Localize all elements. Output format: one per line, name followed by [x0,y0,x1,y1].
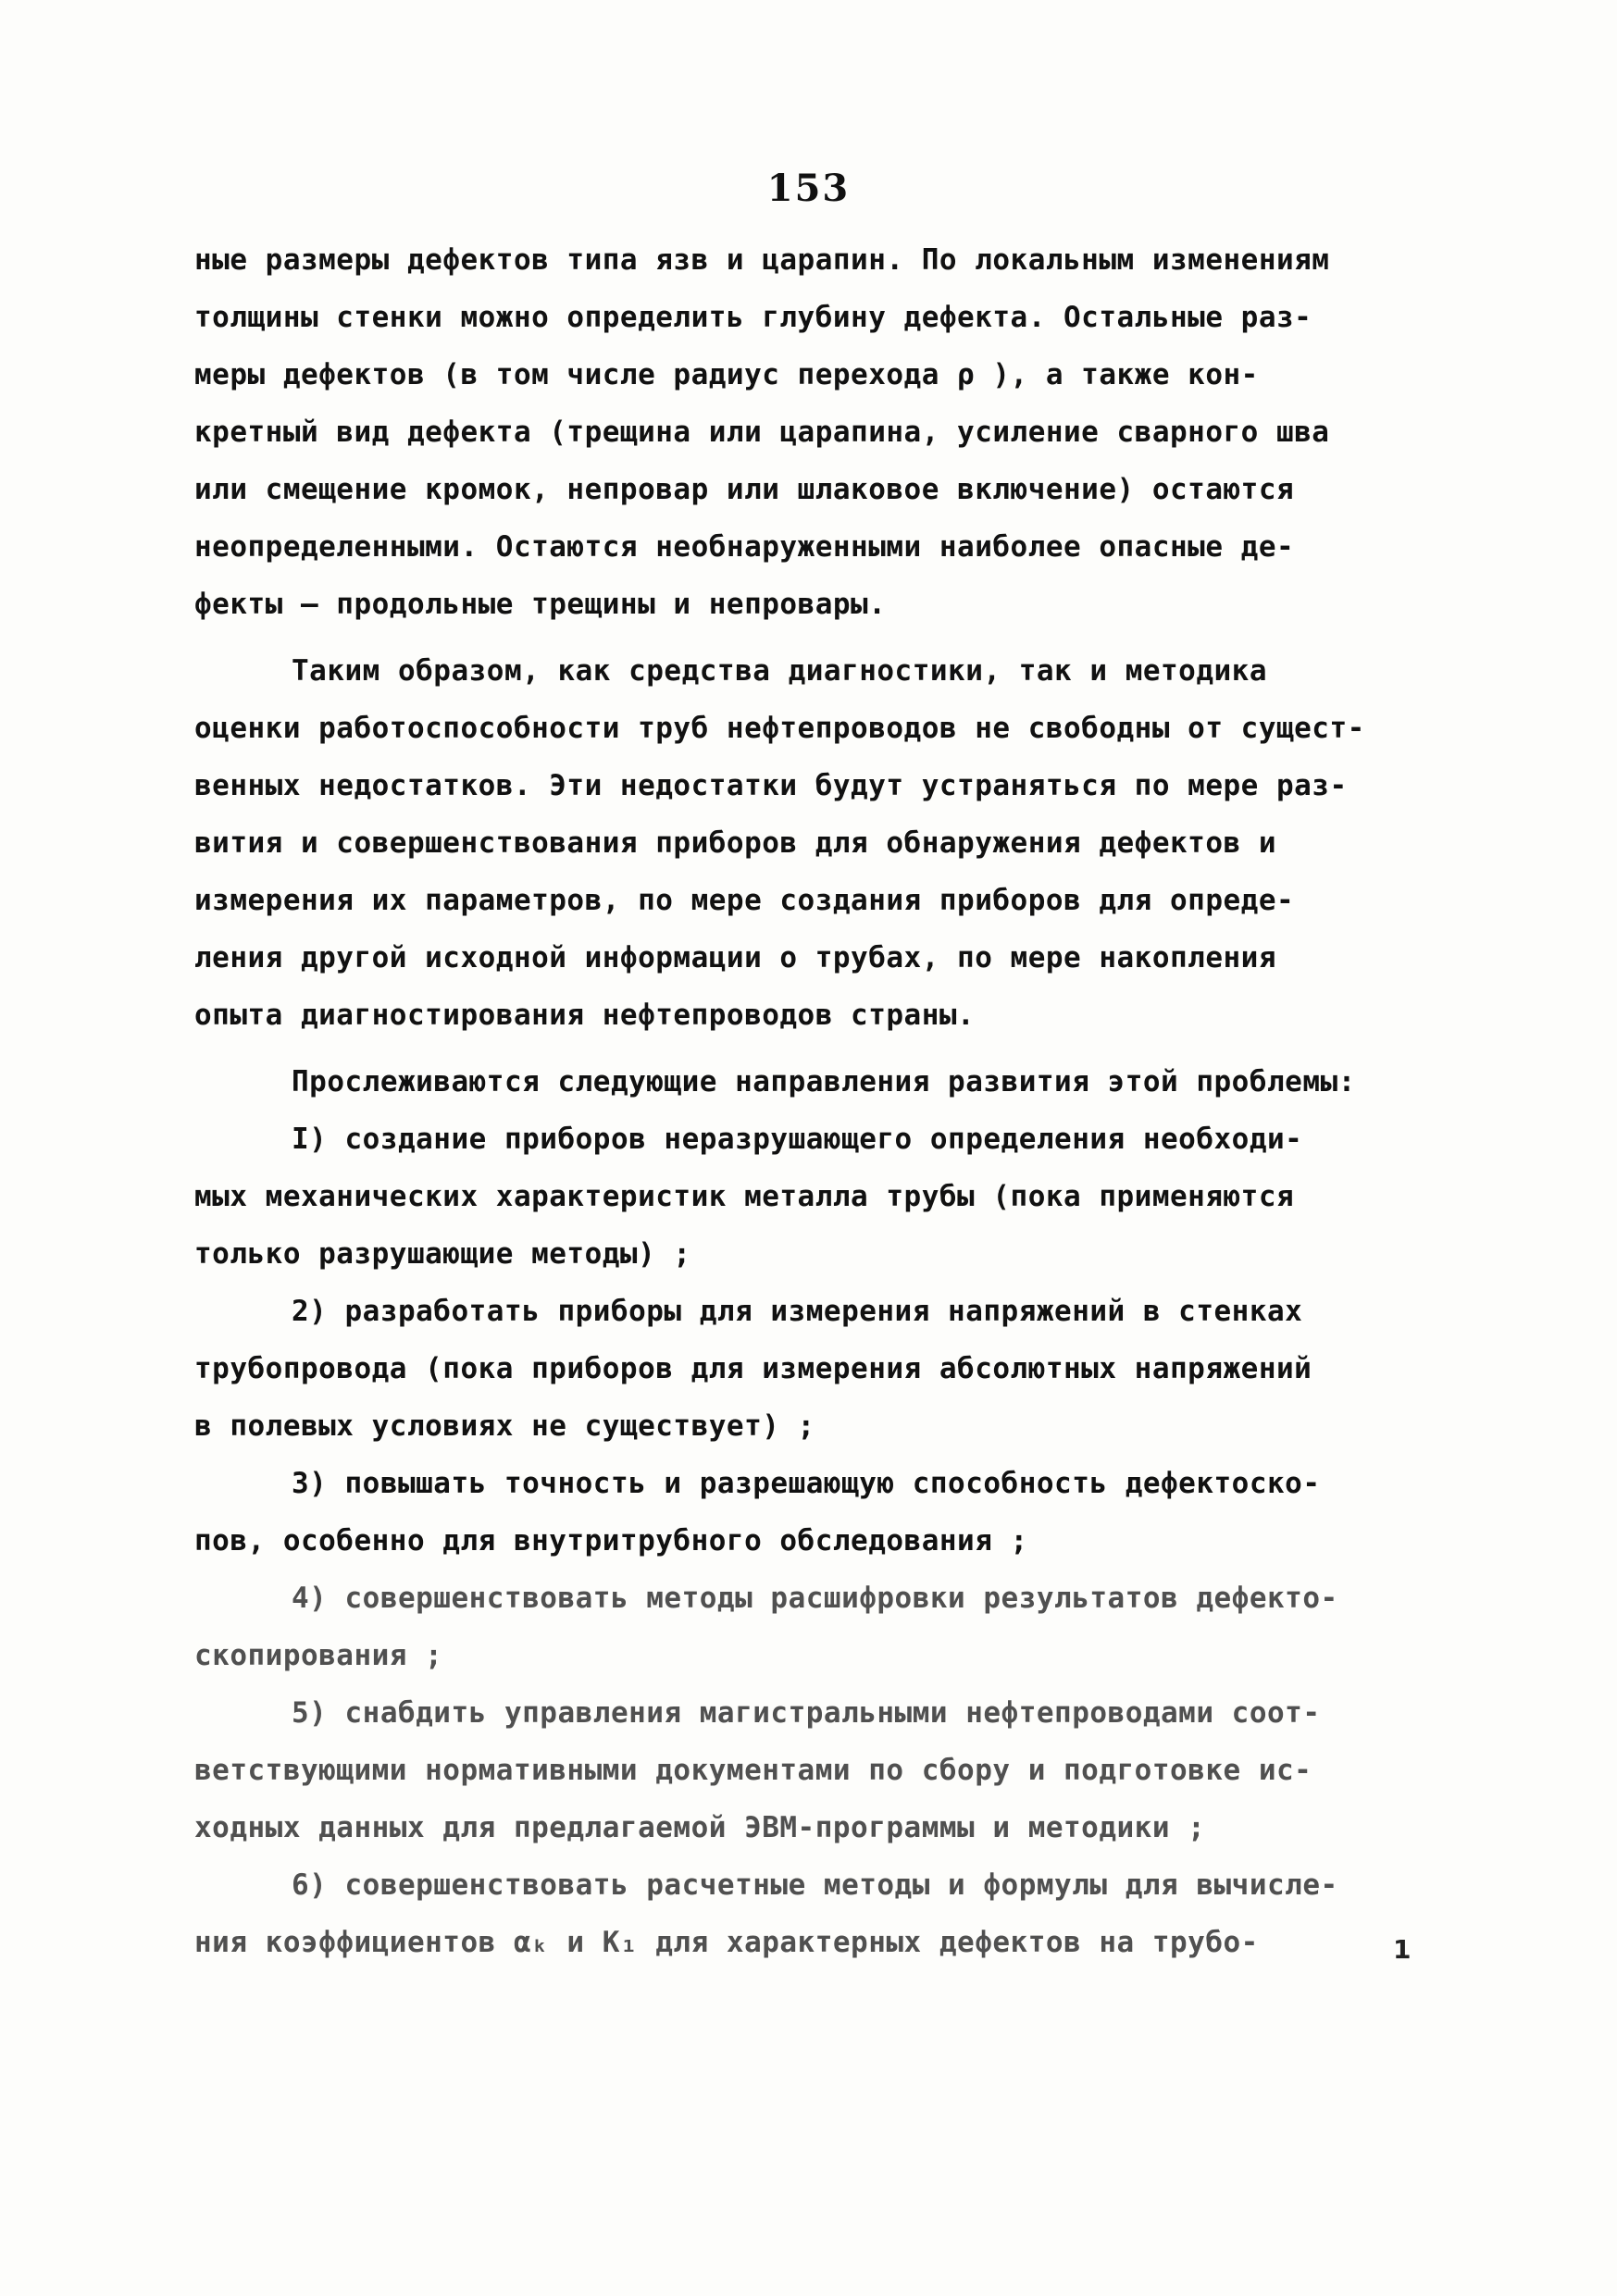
text-line: меры дефектов (в том числе радиус перехода ρ ), а также кон- [194,358,1259,391]
paragraph [194,231,1416,633]
text-line: ния коэффициентов αₖ и K₁ для характерных дефектов на трубо- [194,1926,1259,1959]
text-line: кретный вид дефекта (трещина или царапина, усиление сварного шва [194,416,1330,449]
text-line: 5) снабдить управления магистральными нефтепроводами соот- [292,1696,1321,1730]
text-line: Прослеживаются следующие направления развития этой проблемы: [292,1065,1356,1098]
page-number: 153 [766,167,851,210]
text-line: 2) разработать приборы для измерения напряжений в стенках [292,1295,1303,1328]
list-item [194,1684,1416,1856]
text-line: I) создание приборов неразрушающего определения необходи- [292,1123,1303,1156]
list-item [194,1570,1416,1684]
text-line: вития и совершенствования приборов для обнаружения дефектов и [194,826,1276,860]
text-line: трубопровода (пока приборов для измерения абсолютных напряжений [194,1352,1312,1385]
text-line: скопирования ; [194,1639,443,1672]
text-line: ные размеры дефектов типа язв и царапин. По локальным изменениям [194,243,1330,277]
text-line: 6) совершенствовать расчетные методы и формулы для вычисле- [292,1868,1338,1902]
text-line: оценки работоспособности труб нефтепроводов не свободны от сущест- [194,712,1365,745]
text-line: ходных данных для предлагаемой ЭВМ-программы и методики ; [194,1811,1206,1844]
list-item [194,1283,1416,1455]
text-line: венных недостатков. Эти недостатки будут устраняться по мере раз- [194,769,1348,802]
text-line: неопределенными. Остаются необнаруженными наиболее опасные де- [194,530,1295,564]
text-line: пов, особенно для внутритрубного обследования ; [194,1524,1028,1558]
text-line: мых механических характеристик металла трубы (пока применяются [194,1180,1295,1213]
document-body [194,231,1416,1971]
margin-digit: 1 [1393,1934,1412,1965]
paragraph [194,1053,1416,1111]
text-line: толщины стенки можно определить глубину дефекта. Остальные раз- [194,301,1312,334]
list-item [194,1856,1416,1971]
text-line: в полевых условиях не существует) ; [194,1409,815,1443]
text-line: измерения их параметров, по мере создания приборов для опреде- [194,884,1295,917]
text-line: 4) совершенствовать методы расшифровки результатов дефекто- [292,1582,1338,1615]
text-line: Таким образом, как средства диагностики, так и методика [292,654,1267,688]
text-line: ления другой исходной информации о трубах, по мере накопления [194,941,1276,974]
list-item [194,1111,1416,1283]
text-line: опыта диагностирования нефтепроводов страны. [194,999,976,1032]
text-line: фекты – продольные трещины и непровары. [194,588,887,621]
text-line: только разрушающие методы) ; [194,1237,691,1271]
text-line: или смещение кромок, непровар или шлаковое включение) остаются [194,473,1295,506]
text-line: 3) повышать точность и разрешающую способность дефектоско- [292,1467,1321,1500]
text-line: ветствующими нормативными документами по сбору и подготовке ис- [194,1754,1312,1787]
list-item [194,1455,1416,1570]
paragraph [194,642,1416,1044]
